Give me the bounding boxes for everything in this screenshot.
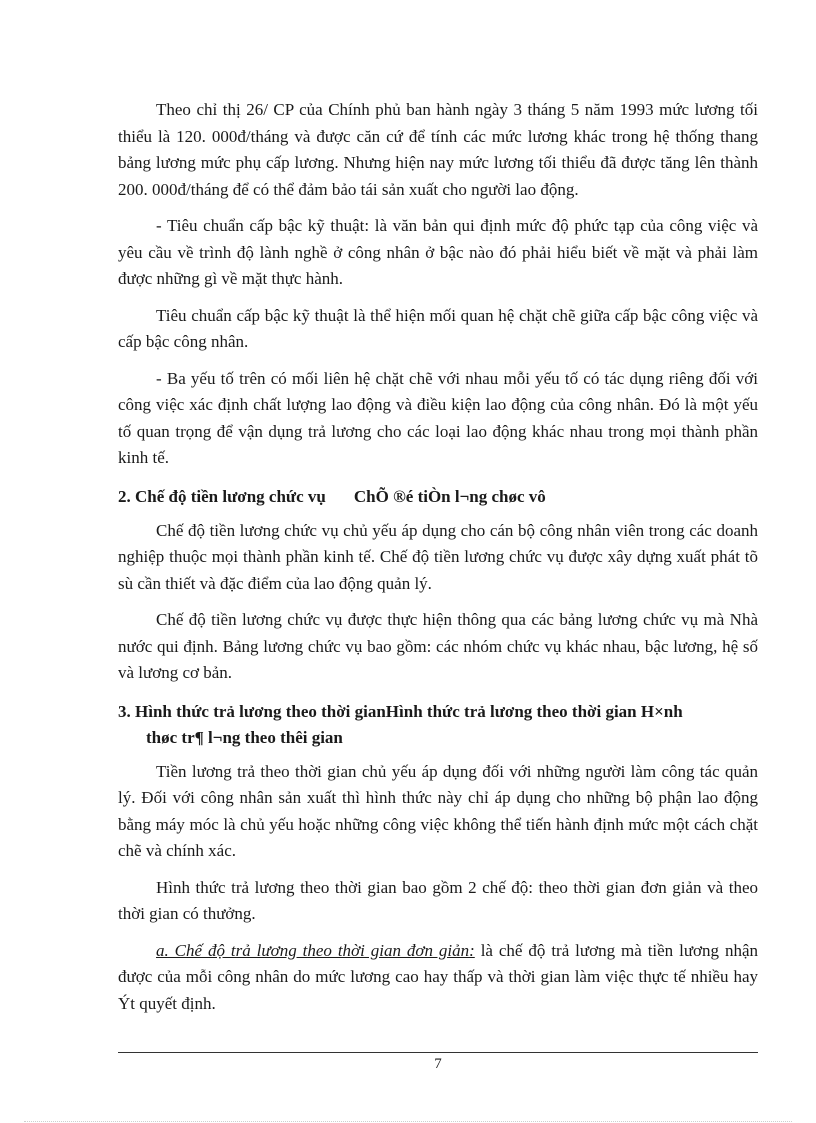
paragraph-three-factors: - Ba yếu tố trên có mối liên hệ chặt chẽ với nhau mỗi yếu tố có tác dụng riêng đối với công việc xác định chất lượng lao động và điều kiện lao động của công nhân. Đó là một yếu tố quan trọng để vận dụng trả lương cho các loại lao động khác nhau trong mọi thành phần kinh tế. (118, 368, 758, 467)
paragraph-technical-standard: - Tiêu chuẩn cấp bậc kỹ thuật: là văn bản qui định mức độ phức tạp của công việc và yêu cầu về trình độ lành nghề ở công nhân ở bậc nào đó phải hiểu biết về mặt và phải làm được những gì về mặt thực hành. (118, 216, 758, 288)
section-heading-2 (118, 484, 758, 510)
page-edge-divider (24, 1121, 792, 1122)
simple-time-wage-text: là chế độ trả lương mà tiền lương nhận được của mỗi công nhân do mức lương cao hay thấp và thời gian làm việc thực tế nhiều hay Ýt quyết định. (118, 940, 758, 1013)
section-heading-3-garbled: thøc tr¶ l¬ng theo thêi gian (146, 727, 343, 747)
simple-time-wage-label: a. Chế độ trả lương theo thời gian đơn giản: (156, 940, 475, 960)
section-heading-3-title: 3. Hình thức trả lương theo thời gianHình thức trả lương theo thời gian H×nh (118, 701, 683, 721)
paragraph-time-wage-modes: Hình thức trả lương theo thời gian bao gồm 2 chế độ: theo thời gian đơn giản và theo thời gian có thưởng. (118, 877, 758, 923)
section-heading-2-title: 2. Chế độ tiền lương chức vụ (118, 486, 326, 506)
paragraph-standard-relation: Tiêu chuẩn cấp bậc kỹ thuật là thể hiện mối quan hệ chặt chẽ giữa cấp bậc công việc và cấp bậc công nhân. (118, 305, 758, 351)
page-number: 7 (434, 1056, 442, 1072)
section-heading-2-garbled: ChÕ ®é tiÒn l¬ng chøc vô (353, 486, 546, 506)
paragraph-time-wage: Tiền lương trả theo thời gian chủ yếu áp dụng đối với những người làm công tác quản lý. Đối với công nhân sản xuất thì hình thức này chỉ áp dụng cho những bộ phận lao động bằng máy móc là chủ yếu hoặc những công việc không thể tiến hành định mức một cách chặt chẽ và chính xác. (118, 761, 758, 860)
paragraph-position-wage: Chế độ tiền lương chức vụ chủ yếu áp dụng cho cán bộ công nhân viên trong các doanh nghiệp thuộc mọi thành phần kinh tế. Chế độ tiền lương chức vụ được xây dựng xuất phát tõ sù cần thiết và đặc điểm của lao động quản lý. (118, 520, 758, 593)
paragraph-position-tables: Chế độ tiền lương chức vụ được thực hiện thông qua các bảng lương chức vụ mà Nhà nước qui định. Bảng lương chức vụ bao gồm: các nhóm chức vụ khác nhau, bậc lương, hệ số và lương cơ bản. (118, 610, 758, 682)
page-body (118, 97, 758, 1027)
section-heading-3 (118, 699, 758, 751)
footer-divider (118, 1052, 758, 1053)
paragraph-minimum-wage: Theo chỉ thị 26/ CP của Chính phủ ban hành ngày 3 tháng 5 năm 1993 mức lương tối thiểu là 120. 000đ/tháng và được căn cứ để tính các mức lương khác trong hệ thống thang bảng lương mức phụ cấp lương. Nhưng hiện nay mức lương tối thiểu đã được tăng lên thành 200. 000đ/tháng để có thể đảm bảo tái sản xuất cho người lao động. (118, 100, 758, 199)
paragraph-simple-time-wage (118, 938, 758, 1018)
